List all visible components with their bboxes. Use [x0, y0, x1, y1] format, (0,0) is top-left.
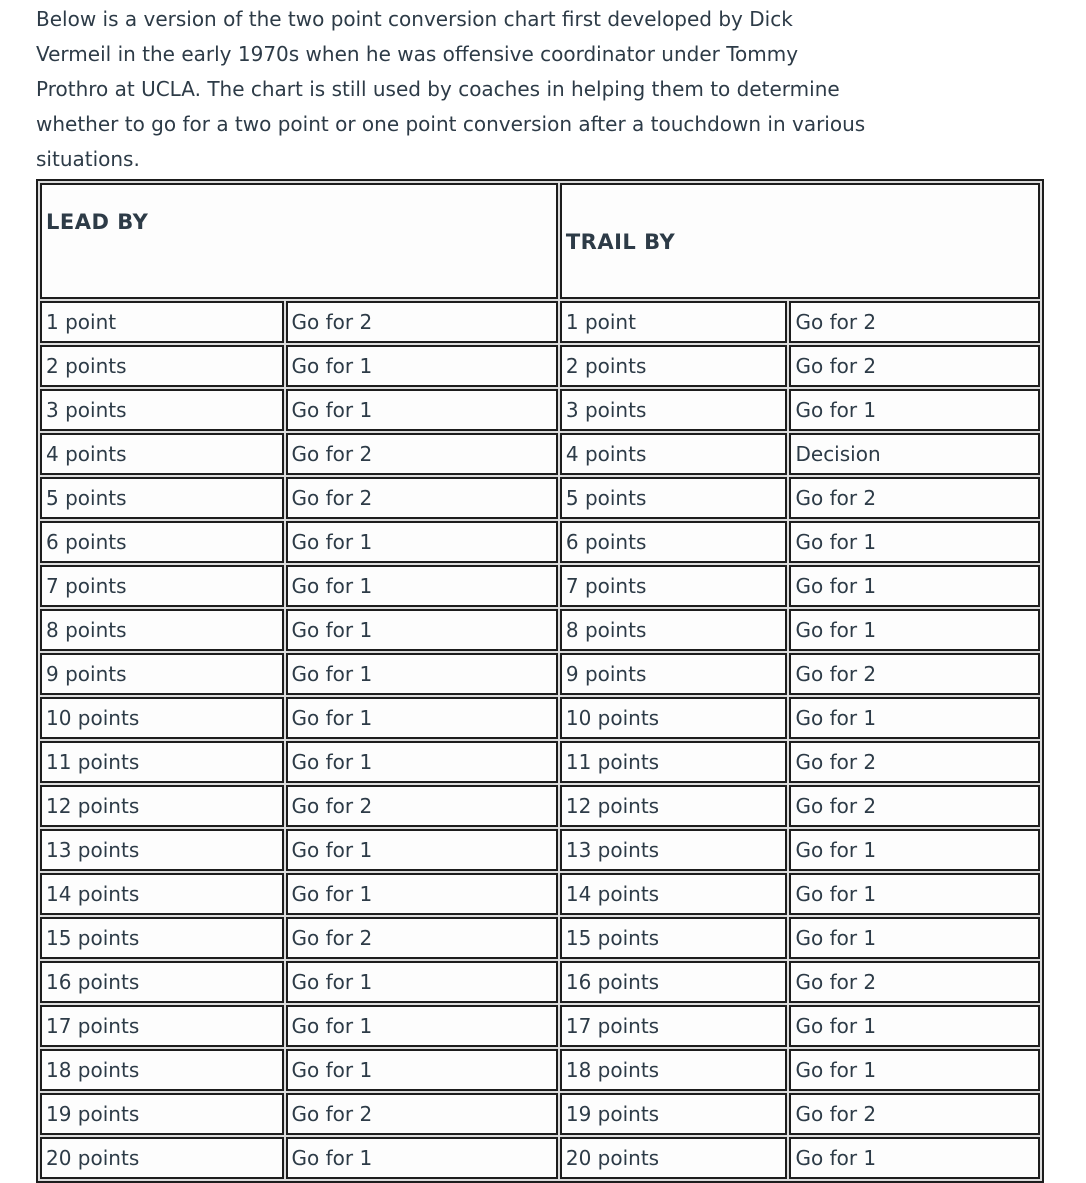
lead-margin-cell: 4 points — [40, 433, 284, 475]
lead-margin-cell: 7 points — [40, 565, 284, 607]
trail-call-cell: Go for 1 — [789, 609, 1040, 651]
lead-margin-cell: 9 points — [40, 653, 284, 695]
lead-margin-cell: 15 points — [40, 917, 284, 959]
table-row — [40, 785, 1040, 827]
lead-margin-cell: 17 points — [40, 1005, 284, 1047]
lead-margin-cell: 6 points — [40, 521, 284, 563]
lead-margin-cell: 14 points — [40, 873, 284, 915]
lead-call-cell: Go for 2 — [286, 433, 558, 475]
lead-by-header: LEAD BY — [40, 183, 558, 299]
lead-call-cell: Go for 1 — [286, 961, 558, 1003]
trail-margin-cell: 16 points — [560, 961, 788, 1003]
trail-call-cell: Go for 1 — [789, 389, 1040, 431]
trail-call-cell: Go for 2 — [789, 961, 1040, 1003]
lead-margin-cell: 2 points — [40, 345, 284, 387]
trail-call-cell: Go for 2 — [789, 653, 1040, 695]
table-row — [40, 1005, 1040, 1047]
trail-margin-cell: 12 points — [560, 785, 788, 827]
lead-call-cell: Go for 1 — [286, 1049, 558, 1091]
two-point-conversion-table — [36, 179, 1044, 1183]
table-row — [40, 829, 1040, 871]
lead-call-cell: Go for 2 — [286, 301, 558, 343]
table-row — [40, 301, 1040, 343]
trail-margin-cell: 10 points — [560, 697, 788, 739]
trail-call-cell: Go for 1 — [789, 873, 1040, 915]
trail-call-cell: Go for 1 — [789, 1049, 1040, 1091]
trail-margin-cell: 15 points — [560, 917, 788, 959]
lead-margin-cell: 19 points — [40, 1093, 284, 1135]
trail-margin-cell: 1 point — [560, 301, 788, 343]
lead-margin-cell: 8 points — [40, 609, 284, 651]
table-row — [40, 873, 1040, 915]
table-row — [40, 653, 1040, 695]
lead-call-cell: Go for 1 — [286, 829, 558, 871]
table-row — [40, 565, 1040, 607]
intro-paragraph: Below is a version of the two point conversion chart first developed by Dick Vermeil in the early 1970s when he was offensive coordinator under Tommy Prothro at UCLA. The chart is still used by coaches in helping them to determine whether to go for a two point or one point conversion after a touchdown in various situations. — [36, 7, 866, 171]
lead-call-cell: Go for 1 — [286, 1005, 558, 1047]
trail-margin-cell: 17 points — [560, 1005, 788, 1047]
table-row — [40, 433, 1040, 475]
table-row — [40, 741, 1040, 783]
trail-margin-cell: 18 points — [560, 1049, 788, 1091]
lead-margin-cell: 20 points — [40, 1137, 284, 1179]
header-row — [40, 183, 1040, 299]
lead-margin-cell: 12 points — [40, 785, 284, 827]
lead-margin-cell: 10 points — [40, 697, 284, 739]
lead-call-cell: Go for 1 — [286, 653, 558, 695]
table-row — [40, 917, 1040, 959]
table-row — [40, 1049, 1040, 1091]
lead-call-cell: Go for 1 — [286, 345, 558, 387]
trail-margin-cell: 6 points — [560, 521, 788, 563]
lead-call-cell: Go for 1 — [286, 1137, 558, 1179]
lead-margin-cell: 1 point — [40, 301, 284, 343]
lead-call-cell: Go for 1 — [286, 741, 558, 783]
trail-margin-cell: 19 points — [560, 1093, 788, 1135]
trail-margin-cell: 3 points — [560, 389, 788, 431]
trail-call-cell: Go for 1 — [789, 521, 1040, 563]
trail-margin-cell: 4 points — [560, 433, 788, 475]
table-row — [40, 477, 1040, 519]
table-row — [40, 961, 1040, 1003]
trail-call-cell: Go for 2 — [789, 785, 1040, 827]
table-body — [40, 301, 1040, 1179]
lead-call-cell: Go for 1 — [286, 873, 558, 915]
trail-margin-cell: 8 points — [560, 609, 788, 651]
trail-call-cell: Go for 2 — [789, 1093, 1040, 1135]
lead-call-cell: Go for 2 — [286, 785, 558, 827]
trail-call-cell: Go for 2 — [789, 301, 1040, 343]
lead-margin-cell: 3 points — [40, 389, 284, 431]
trail-margin-cell: 2 points — [560, 345, 788, 387]
trail-call-cell: Go for 1 — [789, 697, 1040, 739]
lead-margin-cell: 13 points — [40, 829, 284, 871]
trail-margin-cell: 13 points — [560, 829, 788, 871]
trail-margin-cell: 20 points — [560, 1137, 788, 1179]
table-row — [40, 389, 1040, 431]
table-row — [40, 345, 1040, 387]
table-row — [40, 697, 1040, 739]
trail-call-cell: Decision — [789, 433, 1040, 475]
lead-call-cell: Go for 1 — [286, 697, 558, 739]
lead-call-cell: Go for 2 — [286, 1093, 558, 1135]
lead-call-cell: Go for 2 — [286, 917, 558, 959]
trail-call-cell: Go for 1 — [789, 1005, 1040, 1047]
table-row — [40, 1093, 1040, 1135]
trail-margin-cell: 7 points — [560, 565, 788, 607]
lead-call-cell: Go for 1 — [286, 565, 558, 607]
trail-call-cell: Go for 1 — [789, 917, 1040, 959]
trail-margin-cell: 11 points — [560, 741, 788, 783]
trail-call-cell: Go for 1 — [789, 565, 1040, 607]
trail-call-cell: Go for 2 — [789, 741, 1040, 783]
lead-call-cell: Go for 1 — [286, 389, 558, 431]
lead-margin-cell: 18 points — [40, 1049, 284, 1091]
trail-call-cell: Go for 1 — [789, 1137, 1040, 1179]
trail-margin-cell: 5 points — [560, 477, 788, 519]
trail-margin-cell: 9 points — [560, 653, 788, 695]
table-row — [40, 1137, 1040, 1179]
trail-by-header: TRAIL BY — [560, 183, 1040, 299]
lead-call-cell: Go for 2 — [286, 477, 558, 519]
trail-call-cell: Go for 1 — [789, 829, 1040, 871]
table-row — [40, 521, 1040, 563]
lead-margin-cell: 11 points — [40, 741, 284, 783]
lead-margin-cell: 16 points — [40, 961, 284, 1003]
trail-margin-cell: 14 points — [560, 873, 788, 915]
trail-call-cell: Go for 2 — [789, 477, 1040, 519]
lead-call-cell: Go for 1 — [286, 521, 558, 563]
lead-call-cell: Go for 1 — [286, 609, 558, 651]
table-row — [40, 609, 1040, 651]
lead-margin-cell: 5 points — [40, 477, 284, 519]
trail-call-cell: Go for 2 — [789, 345, 1040, 387]
